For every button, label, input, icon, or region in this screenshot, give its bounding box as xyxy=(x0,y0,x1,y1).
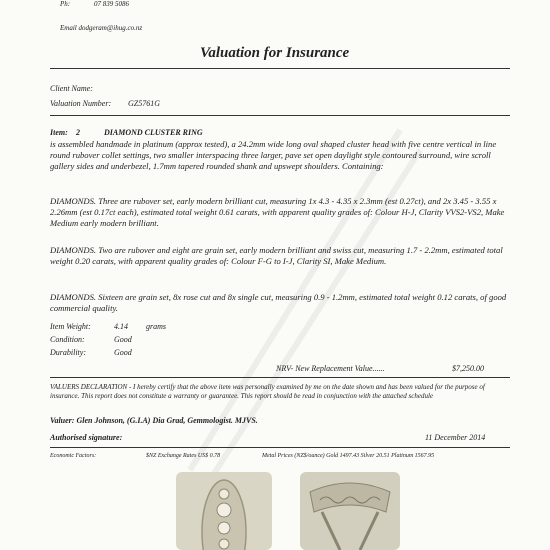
item-description: is assembled handmade in platinum (approx tested), a 24.2mm wide long oval shaped cluster head with five centre vertical in line round rubover collet settings, two smaller interspacing three larger, pave set open daylight style contoured surround, wire scroll gallery sides and underbezel, 1.7mm tapered rounded shank and upswept shoulders. Containing: xyxy=(50,139,497,171)
email-address: Email dodgeram@ihug.co.nz xyxy=(60,24,143,32)
phone-number: 07 839 5086 xyxy=(94,0,129,8)
valuation-number-label: Valuation Number: xyxy=(50,99,112,108)
item-label: Item: xyxy=(50,128,68,137)
value-amount: $7,250.00 xyxy=(452,364,484,373)
valuer-name: Valuer: Glen Johnson, (G.I.A) Dia Grad, Gemmologist. MJVS. xyxy=(50,416,258,425)
weight-value: 4.14 xyxy=(114,322,128,331)
valuation-number: GZ5761G xyxy=(128,99,161,108)
economic-factors-label: Economic Factors: xyxy=(50,453,97,459)
condition-value: Good xyxy=(114,335,132,344)
item-number: 2 xyxy=(76,128,80,137)
ring-photo-front xyxy=(176,472,272,550)
diamonds-group-2: DIAMONDS. Two are rubover and eight are grain set, early modern brilliant and swiss cut, measuring 1.7 - 2.2mm, estimated total weight 0.20 carats, with apparent quality grades of: Colour F-G to I-J, Clarity SI, Make Medium. xyxy=(50,245,503,266)
client-divider xyxy=(50,115,510,116)
exchange-rates: $NZ Exchange Rates US$ 0.78 xyxy=(146,453,221,459)
weight-unit: grams xyxy=(146,322,167,331)
signature-label: Authorised signature: xyxy=(50,433,123,442)
condition-label: Condition: xyxy=(50,335,85,344)
ring-photo-side xyxy=(300,472,400,550)
diamonds-group-3: DIAMONDS. Sixteen are grain set, 8x rose cut and 8x single cut, measuring 0.9 - 1.2mm, estimated total weight 0.12 carats, of good commercial quality. xyxy=(50,292,507,313)
page-title: Valuation for Insurance xyxy=(200,45,350,61)
value-label: NRV- New Replacement Value...... xyxy=(276,364,385,373)
item-name: DIAMOND CLUSTER RING xyxy=(104,128,203,137)
phone-label: Ph: xyxy=(60,0,71,8)
weight-label: Item Weight: xyxy=(50,322,91,331)
durability-value: Good xyxy=(114,348,132,357)
durability-label: Durability: xyxy=(50,348,86,357)
client-name-label: Client Name: xyxy=(50,84,93,93)
signature-divider xyxy=(50,447,510,448)
valuation-date: 11 December 2014 xyxy=(425,433,486,442)
valuers-declaration: VALUERS DECLARATION - I hereby certify that the above item was personally examined by me on the date shown and has been valued for the purpose of insurance. This report does not constitute a warranty or guarantee. This report should be read in conjunction with the attached schedule xyxy=(50,383,485,400)
diamonds-group-1: DIAMONDS. Three are rubover set, early modern brilliant cut, measuring 1x 4.3 - 4.35 x 2.3mm (est 0.27ct), and 2x 3.45 - 3.55 x 2.26mm (est 0.17ct each), estimated total weight 0.61 carats, with apparent quality grades of: Colour H-J, Clarity VVS2-VS2, Make Medium early modern brilliant. xyxy=(50,196,505,228)
title-divider xyxy=(50,68,510,69)
value-divider xyxy=(50,377,510,378)
metal-prices: Metal Prices (NZ$/ounce) Gold 1497.43 Silver 20.51 Platinum 1567.95 xyxy=(262,453,435,459)
